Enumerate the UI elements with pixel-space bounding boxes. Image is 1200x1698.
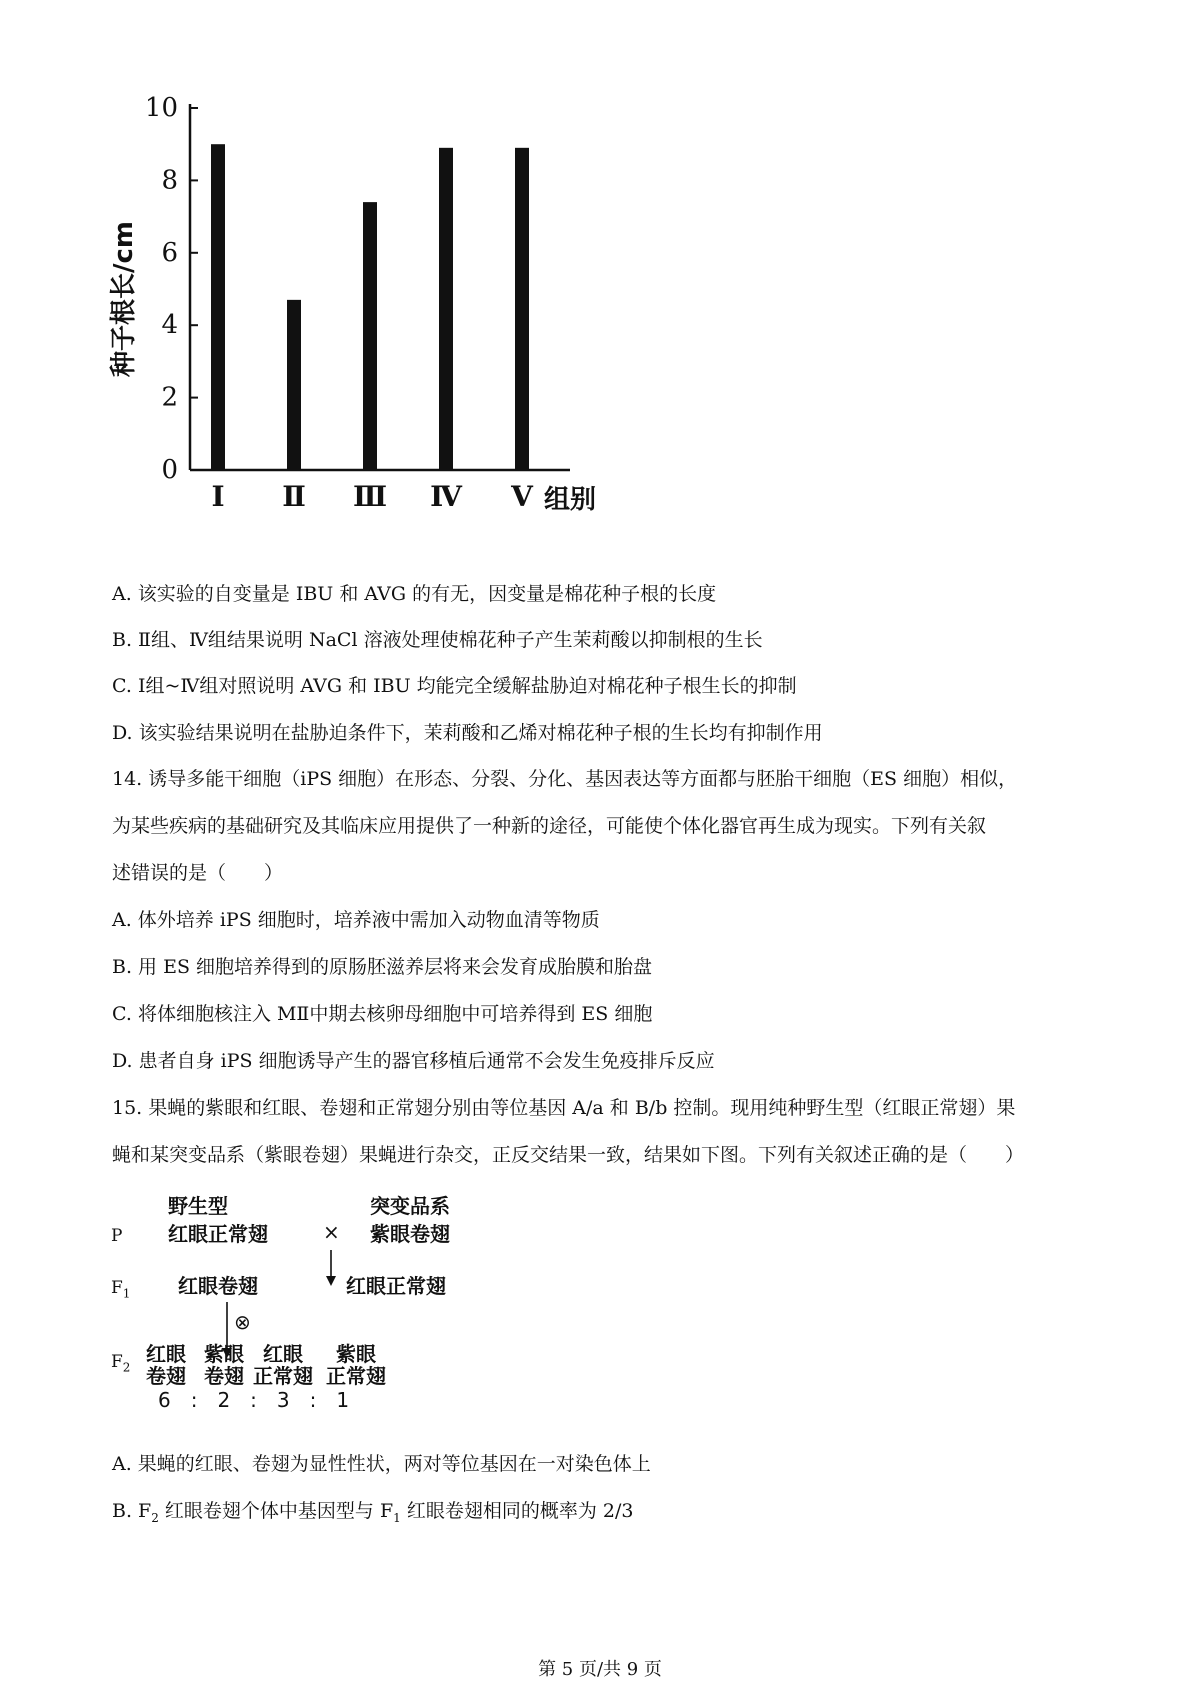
q13-option-c: C. Ⅰ组~Ⅳ组对照说明 AVG 和 IBU 均能完全缓解盐胁迫对棉花种子根生长的抑制 (112, 675, 797, 697)
x-tick-label: Ⅳ (430, 480, 462, 513)
mutant-title: 突变品系 (370, 1194, 450, 1218)
x-tick-label: Ⅰ (211, 480, 225, 513)
root-length-bar-chart (100, 88, 660, 568)
q13-option-a: A. 该实验的自变量是 IBU 和 AVG 的有无，因变量是棉花种子根的长度 (112, 583, 717, 605)
q14-option-b: B. 用 ES 细胞培养得到的原肠胚滋养层将来会发育成胎膜和胎盘 (112, 956, 653, 978)
q14-stem-line3: 述错误的是（ ） (112, 862, 284, 884)
y-tick-label: 2 (161, 382, 178, 413)
q15-stem-line1: 15. 果蝇的紫眼和红眼、卷翅和正常翅分别由等位基因 A/a 和 B/b 控制。现用纯种野生型（红眼正常翅）果 (112, 1097, 1016, 1119)
q15-option-a: A. 果蝇的红眼、卷翅为显性性状，两对等位基因在一对染色体上 (112, 1453, 651, 1475)
f2-class1-wing: 卷翅 (146, 1364, 186, 1388)
f1-generation-label: $F_1$ (111, 1278, 131, 1301)
bar (439, 148, 453, 470)
bar (363, 202, 377, 470)
y-tick-label: 10 (144, 93, 178, 123)
f2-class3-eye: 红眼 (263, 1342, 303, 1366)
q13-option-d: D. 该实验结果说明在盐胁迫条件下，茉莉酸和乙烯对棉花种子根的生长均有抑制作用 (112, 722, 823, 744)
bar (287, 300, 301, 470)
bar (211, 144, 225, 470)
f2-class1-eye: 红眼 (146, 1342, 186, 1366)
f2-class2-eye: 紫眼 (204, 1342, 244, 1366)
p-generation-label: P (111, 1226, 123, 1246)
mutant-phenotype: 紫眼卷翅 (370, 1222, 450, 1246)
wild-type-phenotype: 红眼正常翅 (168, 1222, 268, 1246)
q14-stem-line2: 为某些疾病的基础研究及其临床应用提供了一种新的途径，可能使个体化器官再生成为现实。下列有关叙 (112, 815, 987, 837)
wild-type-title: 野生型 (168, 1194, 228, 1218)
f2-generation-label: $F_2$ (111, 1352, 131, 1375)
f1-red-curly: 红眼卷翅 (178, 1274, 258, 1298)
q14-stem-line1: 14. 诱导多能干细胞（iPS 细胞）在形态、分裂、分化、基因表达等方面都与胚胎干细胞（ES 细胞）相似， (112, 768, 1018, 790)
x-tick-label: Ⅲ (352, 480, 388, 513)
q14-option-c: C. 将体细胞核注入 MⅡ中期去核卵母细胞中可培养得到 ES 细胞 (112, 1003, 653, 1025)
q15-option-b: B. $F_2$ 红眼卷翅个体中基因型与 $F_1$ 红眼卷翅相同的概率为 2/3 (112, 1500, 634, 1525)
q14-option-d: D. 患者自身 iPS 细胞诱导产生的器官移植后通常不会发生免疫排斥反应 (112, 1050, 715, 1072)
f2-class4-eye: 紫眼 (336, 1342, 376, 1366)
y-axis-label: 种子根长/cm (109, 220, 139, 378)
bar (515, 148, 529, 470)
x-axis-label: 组别 (544, 485, 597, 515)
genetic-cross-diagram (108, 1190, 508, 1420)
q14-option-a: A. 体外培养 iPS 细胞时，培养液中需加入动物血清等物质 (112, 909, 600, 931)
cross-symbol: × (323, 1220, 340, 1244)
page-footer: 第 5 页/共 9 页 (538, 1659, 662, 1680)
f2-class2-wing: 卷翅 (204, 1364, 244, 1388)
y-tick-label: 8 (161, 165, 178, 196)
f2-class4-wing: 正常翅 (326, 1364, 386, 1388)
chart-svg (100, 88, 660, 568)
q13-option-b: B. Ⅱ组、Ⅳ组结果说明 NaCl 溶液处理使棉花种子产生茉莉酸以抑制根的生长 (112, 629, 763, 651)
y-tick-label: 6 (161, 237, 178, 268)
q15-stem-line2: 蝇和某突变品系（紫眼卷翅）果蝇进行杂交，正反交结果一致，结果如下图。下列有关叙述正确的是（ ） (112, 1144, 1025, 1166)
f1-red-normal: 红眼正常翅 (346, 1274, 446, 1298)
selfing-symbol: ⊗ (234, 1310, 251, 1334)
x-tick-label: Ⅴ (511, 480, 533, 513)
f2-class3-wing: 正常翅 (253, 1364, 313, 1388)
f2-ratio: 6 : 2 : 3 : 1 (158, 1388, 350, 1412)
y-tick-label: 4 (161, 310, 178, 341)
y-tick-label: 0 (161, 455, 178, 485)
x-tick-label: Ⅱ (282, 480, 306, 513)
